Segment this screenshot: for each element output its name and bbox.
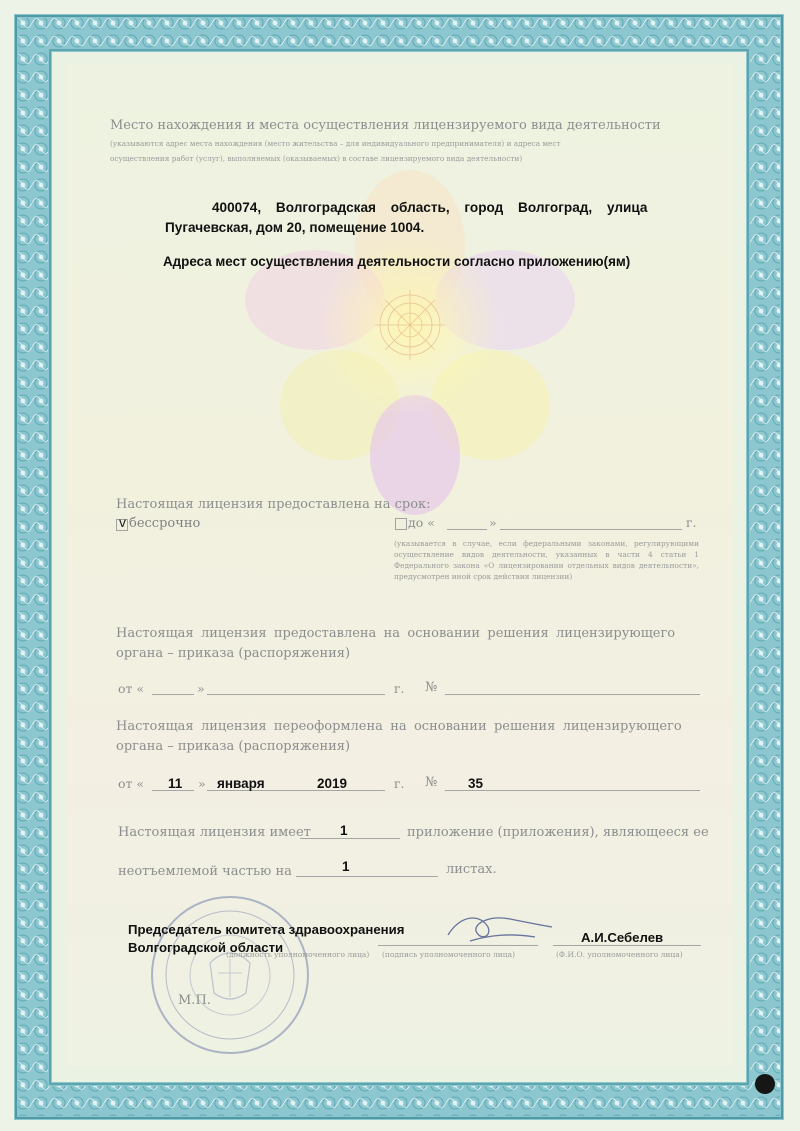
basis-year-suffix: г. xyxy=(394,681,405,696)
check-mark-icon: v xyxy=(119,514,126,530)
basis-quote: » xyxy=(197,681,205,696)
until-checkbox xyxy=(395,518,407,530)
signer-position-1: Председатель комитета здравоохранения xyxy=(128,922,405,937)
signer-name: А.И.Себелев xyxy=(581,930,664,945)
reissue-number: 35 xyxy=(468,776,484,791)
reissue-month: января xyxy=(217,776,265,791)
sheets-count: 1 xyxy=(342,859,350,874)
reissue-quote: » xyxy=(198,776,206,791)
signer-position-2: Волгоградской области xyxy=(128,940,284,955)
activity-places: Адреса мест осуществления деятельности согласно приложению(ям) xyxy=(163,254,631,269)
term-heading: Настоящая лицензия предоставлена на срок: xyxy=(116,497,431,512)
location-heading: Место нахождения и места осуществления лицензируемого вида деятельности xyxy=(110,118,661,133)
official-seal-icon xyxy=(148,893,313,1058)
address-line-1: 400074, Волгоградская область, город Волгоград, улица xyxy=(212,200,648,215)
sheets-suffix: листах. xyxy=(446,862,497,877)
sheets-prefix: неотъемлемой частью на xyxy=(118,864,292,879)
reissue-number-line xyxy=(445,790,700,791)
annex-count: 1 xyxy=(340,823,348,838)
name-caption: (Ф.И.О. уполномоченного лица) xyxy=(556,950,683,959)
reissue-heading-2: органа – приказа (распоряжения) xyxy=(116,739,351,754)
location-note-2: осуществления работ (услуг), выполняемых (оказываемых) в составе лицензируемого вида деятельности) xyxy=(110,154,523,163)
signature-icon xyxy=(440,905,560,955)
reissue-year: 2019 xyxy=(317,776,348,791)
until-day-line xyxy=(447,529,487,530)
annex-suffix: приложение (приложения), являющееся ее xyxy=(407,825,709,840)
location-note-1: (указываются адрес места нахождения (место жительства – для индивидуального предпринимателя) и адреса мест xyxy=(110,139,561,148)
signature-caption: (подпись уполномоченного лица) xyxy=(382,950,516,959)
until-prefix: до « xyxy=(408,515,435,530)
term-note: (указывается в случае, если федеральными законами, регулирующими осуществление видов деятельности, указанных в части 4 статьи 1 Федерального закона «О лицензировании отдельных видов деятельности», предусмотрен иной срок действия лицензии) xyxy=(394,539,699,581)
annex-count-line xyxy=(300,838,400,839)
name-line xyxy=(553,945,701,946)
basis-day-line xyxy=(152,694,194,695)
sheets-line xyxy=(296,876,438,877)
basis-number-sign: № xyxy=(425,680,438,695)
basis-from: от « xyxy=(118,681,145,696)
address-line-2: Пугачевская, дом 20, помещение 1004. xyxy=(165,220,425,235)
unlimited-label: бессрочно xyxy=(129,516,201,531)
annex-prefix: Настоящая лицензия имеет xyxy=(118,825,311,840)
until-month-line xyxy=(500,529,682,530)
position-caption: (должность уполномоченного лица) xyxy=(226,950,370,959)
basis-heading-1: Настоящая лицензия предоставлена на основании решения лицензирующего xyxy=(116,626,676,641)
basis-heading-2: органа – приказа (распоряжения) xyxy=(116,646,351,661)
until-quote: » xyxy=(489,515,497,530)
reissue-heading-1: Настоящая лицензия переоформлена на основании решения лицензирующего xyxy=(116,719,682,734)
reissue-from: от « xyxy=(118,776,145,791)
punch-hole xyxy=(755,1074,775,1094)
stamp-place: М.П. xyxy=(178,993,211,1008)
reissue-number-sign: № xyxy=(425,775,438,790)
until-year-suffix: г. xyxy=(686,515,697,530)
basis-number-line xyxy=(445,694,700,695)
reissue-year-suffix: г. xyxy=(394,776,405,791)
basis-month-line xyxy=(207,694,385,695)
reissue-day: 11 xyxy=(168,776,183,791)
